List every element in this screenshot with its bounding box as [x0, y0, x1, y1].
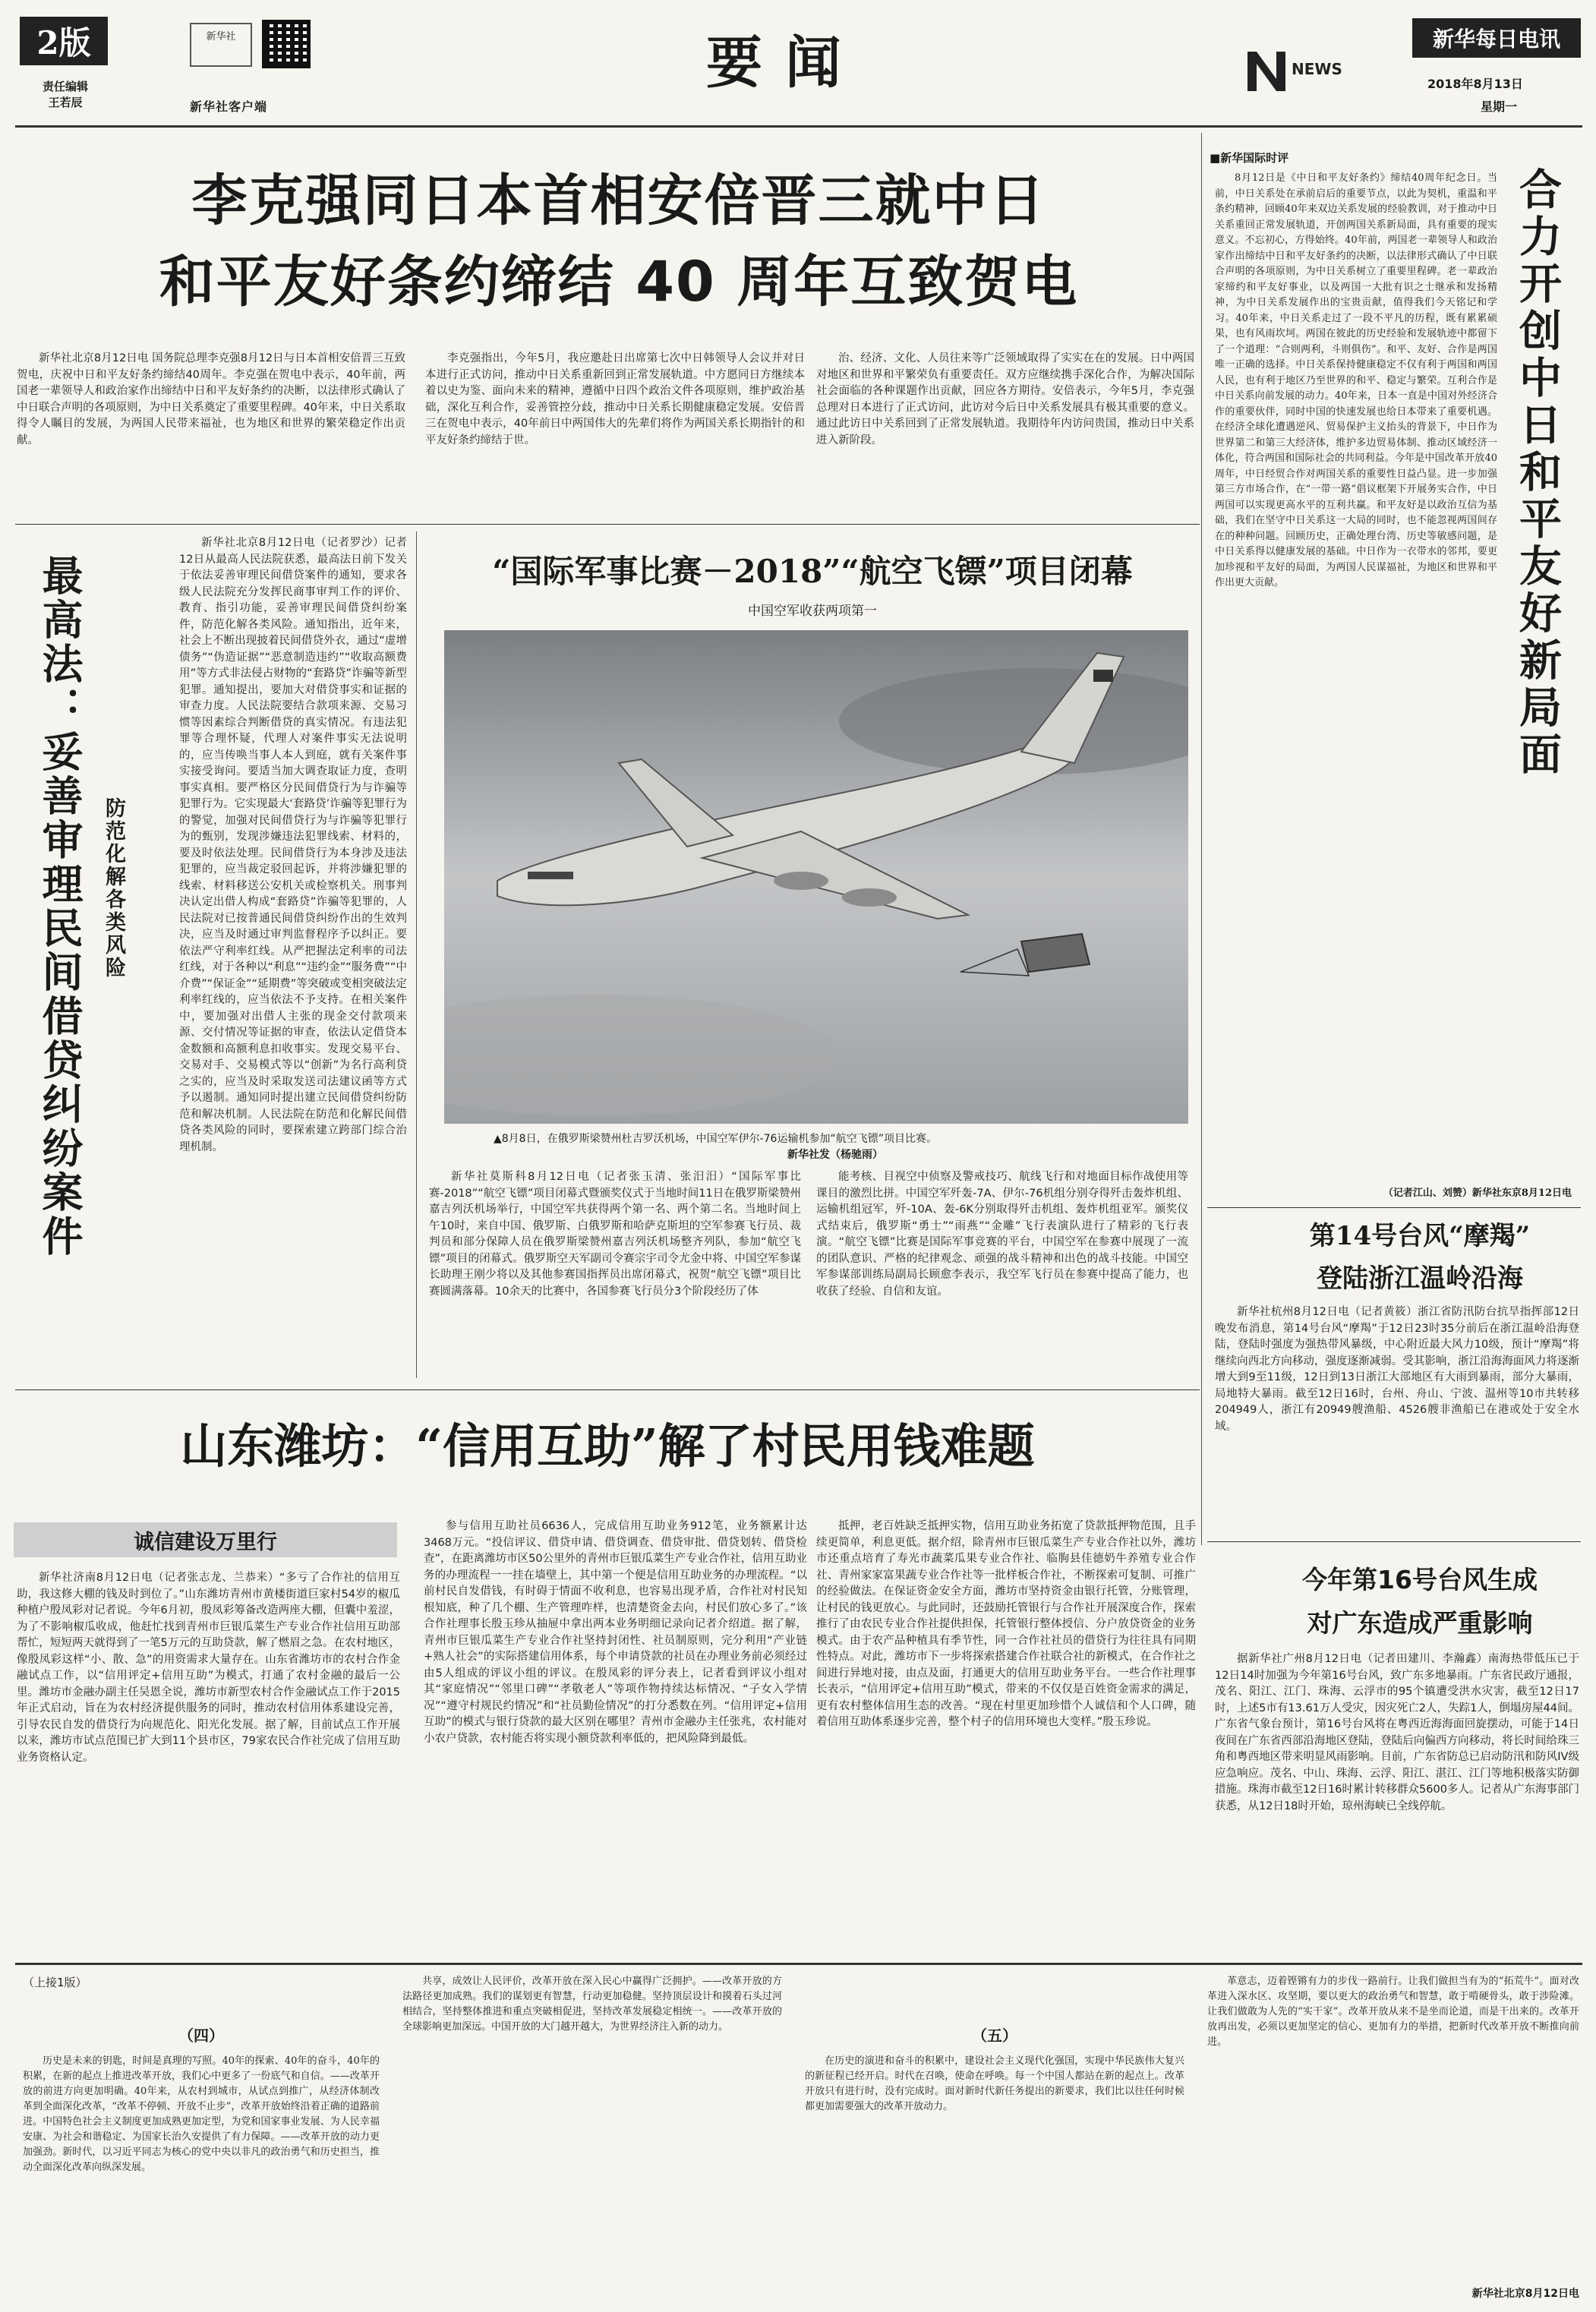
xinhua-logo-text: 新华社 — [206, 31, 236, 43]
editor-role: 责任编辑 — [42, 80, 88, 93]
paper-title: 新华每日电讯 — [1412, 18, 1581, 58]
lead-col-3-text: 治、经济、文化、人员往来等广泛领域取得了实实在在的发展。日中两国对地区和世界和平繁荣负有重要责任。双方应继续携手深化合作，为解决国际社会面临的各种课题作出贡献，回应各方期待。安倍表示，今年5月，李克强总理对日本进行了正式访问，此访对今后日中关系发展具有极其重要的意义。通过此访日中关系回到了正常发展轨道。我期待年内访问贵国，推动日中关系进入新阶段。 — [816, 352, 1194, 446]
typhoon14-bottom-rule — [1207, 1541, 1581, 1542]
military-col-2 — [816, 1169, 1188, 1386]
news-logo-icon — [1241, 44, 1355, 97]
section-5-text2-body: 革意志，迈着铿锵有力的步伐一路前行。让我们做担当有为的“拓荒牛”。面对改革进入深水区、攻坚期，要以更大的政治勇气和智慧，敢于啃硬骨头，敢于涉险滩。让我们做敢为人先的“实干家”。改革开放从来不是坐而论道，而是干出来的。改革开放再出发，必须以更加坚定的信心、更加有力的举措，把新时代改革开放不断推向前进。 — [1207, 1976, 1579, 2048]
lead-headline-line2: 和平友好条约缔结 40 周年互致贺电 — [159, 250, 1079, 314]
shandong-col-3-text: 抵押，老百姓缺乏抵押实物，信用互助业务拓宽了贷款抵押物范围，且手续更简单，利息更低。据介绍，除青州市巨银瓜菜生产专业合作社以外，潍坊市还重点培育了寿光市蔬菜瓜果专业合作社、临朐县佳德奶牛养殖专业合作社、青州家家富果蔬专业合作社等一批样板合作社，不断探索可复制、可推广的经验做法。在保证资金安全方面，潍坊市坚持资金由银行托管，分账管理，让村民的钱更放心。与此同时，还鼓励托管银行与合作社开展深度合作，探索推行了由农民专业合作社提供担保，托管银行整体授信、分户放贷资金的业务模式。由于农产品种植具有季节性，同一合作社社员的借贷行为往往具有同期性特点。对此，潍坊市下一步将探索搭建合作社联合社的新模式，在合作社之间进行异地对接，由点及面，打通更大的信用互助业务平台。一些合作社理事长表示，“信用评定+信用互助”模式，带来的不仅仅是百姓资金需求的满足，更有农村整体信用生态的改善。“现在村里更加珍惜个人诚信和个人口碑，随着信用互助体系逐步完善，整个村子的信用环境也大变样。”殷玉珍说。 — [816, 1520, 1196, 1728]
photo-credit: 新华社发（杨驰雨） — [787, 1149, 883, 1161]
typhoon16-title-1: 今年第16号台风生成 — [1302, 1565, 1538, 1594]
shandong-col-1-text: 新华社济南8月12日电（记者张志龙、兰恭来）“多亏了合作社的信用互助，我这修大棚的钱及时到位了。”山东潍坊青州市黄楼街道巨家村54岁的椒瓜种植户殷凤彩对记者说。今年6月初，殷凤彩筹备改造两座大棚，但囊中羞涩，为了不影响椒瓜收成，他赶忙找到青州市巨银瓜菜生产专业合作社信用互助部帮忙，短短两天就得到了一笔5万元的互助贷款，解了燃眉之急。在农村地区，像殷凤彩这样“小、散、急”的用资需求大量存在。山东省潍坊市的农村合作金融试点工作，以“信用评定+信用互助”为模式，打通了农村金融的最后一公里。潍坊市金融办副主任吴恩全说，潍坊市新型农村合作金融试点工作于2015年正式启动，旨在为农村经济提供服务的同时，推动农村信用体系建设完善，引导农民自发的借贷行为向规范化、阳光化发展。据了解，目前试点工作开展以来，潍坊市试点范围已扩大到11个县市区，79家农民合作社完成了信用互助业务资格认定。 — [17, 1572, 400, 1764]
lead-col-2 — [425, 351, 805, 510]
section-5-text — [805, 2054, 1184, 2293]
section-4-text-body: 历史是未来的钥匙，时间是真理的写照。40年的探索、40年的奋斗，40年的积累，在新的起点上推进改革开放，我们心中更多了一份底气和自信。——改革开放的前进方向更加明确。40年来，从农村到城市，从试点到推广，从经济体制改革到全面深化改革，“改革不停顿、开放不止步”，改革开放始终沿着正确的道路前进。中国特色社会主义制度更加成熟更加定型，为党和国家事业发展、为人民幸福安康、为社会和谐稳定、为国家长治久安提供了有力保障。——改革开放的动力更加强劲。新时代，以习近平同志为核心的党中央以非凡的政治勇气和历史担当，推动全面深化改革向纵深发展。 — [23, 2055, 380, 2173]
client-label: 新华社客户端 — [190, 99, 268, 114]
commentary-byline: （记者江山、刘赞）新华社东京8月12日电 — [1383, 1188, 1572, 1199]
lead-headline-line1: 李克强同日本首相安倍晋三就中日 — [191, 169, 1046, 233]
typhoon16-title-2: 对广东造成严重影响 — [1307, 1608, 1533, 1638]
court-vertical-subtitle: 防范化解各类风险 — [102, 797, 125, 979]
section-4-text — [23, 2054, 380, 2293]
editor-name: 王若辰 — [48, 96, 83, 109]
commentary-vertical-title: 合力开创中日和平友好新局面 — [1512, 167, 1563, 779]
shandong-top-rule — [15, 1389, 1200, 1390]
column-bar: 诚信建设万里行 — [14, 1522, 397, 1557]
section-4-text2-body: 共享，成效让人民评价，改革开放在深入民心中赢得广泛拥护。——改革开放的方法路径更加成熟。我们的谋划更有智慧，行动更加稳健。坚持顶层设计和摸着石头过河相结合，坚持整体推进和重点突破相促进，坚持改革发展稳定相统一。——改革开放的全球影响更加深远。中国开放的大门越开越大，为世界经济注入新的动力。 — [402, 1976, 782, 2033]
shandong-col-1 — [17, 1570, 400, 1950]
typhoon16-body-text: 据新华社广州8月12日电（记者田建川、李瀚鑫）南海热带低压已于12日14时加强为今年第16号台风，致广东多地暴雨。广东省民政厅通报，茂名、阳江、江门、珠海、云浮市的95个镇遭受洪水灾害，截至12日17时，上述5市有13.61万人受灾，因灾死亡2人，失踪1人，倒塌房屋44间。广东省气象台预计，第16号台风将在粤西近海海面回旋摆动，可能于14日夜间在广东省西部沿海地区登陆，登陆后向偏西方向移动，将长时间给珠三角和粤西地区带来明显风雨影响。目前，广东省防总已启动防汛和防风IV级应急响应。茂名、中山、珠海、云浮、阳江、湛江、江门等地积极落实防御措施。珠海市截至12日16时累计转移群众5600多人。记者从广东海事部门获悉，从12日18时开始，琼州海峡已全线停航。 — [1215, 1653, 1579, 1812]
court-body — [179, 535, 407, 1557]
shandong-col-2 — [424, 1519, 807, 1951]
commentary-body — [1215, 171, 1497, 1181]
commentary-body-text: 8月12日是《中日和平友好条约》缔结40周年纪念日。当前，中日关系处在承前启后的重要节点，以此为契机，重温和平条约精神，回顾40年来双边关系发展的经验教训，对于推动中日关系重回正常发展轨道，开创两国关系新局面，具有重要的现实意义。不忘初心，方得始终。40年前，两国老一辈领导人和政治家作出缔结中日和平友好条约的决断，以法律形式确认了中日联合声明的各项原则，为中日关系树立了重要里程碑。老一辈政治家缔约和平友好事业，以及两国一大批有识之士继承和发扬精神，为中日关系发展作出的宝贵贡献，值得我们今天铭记和学习。40年来，中日关系走过了一段不平凡的历程，既有累累硕果，也有风雨坎坷。两国在彼此的历史经验和发展轨迹中都留下了一个道理：“合则两利，斗则俱伤”。和平、友好、合作是两国唯一正确的选择。中日关系保持健康稳定不仅有利于两国和两国人民，也有利于地区乃至世界的和平、稳定与繁荣。互利合作是中日关系向前发展的动力。40年来，日本一直是中国对外经济合作的重要伙伴，同时中国的快速发展也给日本带来了重要机遇。在经济全球化遭遇逆风、贸易保护主义抬头的背景下，中日作为世界第二和第三大经济体，维护多边贸易体制、推动区域经济一体化，符合两国和国际社会的共同利益。今年是中国改革开放40周年，中日经贸合作对两国关系的重要性日益凸显。进一步加强第三方市场合作，在“一带一路”倡议框架下开展务实合作，中日两国可以实现更高水平的互利共赢。和平友好是以政治互信为基础，我们在坚守中日关系这一大局的同时，也不能忽视两国间存在的种种问题。回顾历史，正确处理台湾、历史等敏感问题，是中日关系得以健康发展的基础。中日作为一衣带水的邻邦，要更加珍视和平友好的局面，为两国人民谋福祉，为地区和世界和平作出更大贡献。 — [1215, 172, 1497, 588]
masthead-rule — [15, 125, 1582, 128]
typhoon14-body — [1215, 1304, 1579, 1532]
lead-col-1 — [17, 351, 405, 510]
photo-caption-text: ▲8月8日，在俄罗斯梁赞州杜吉罗沃机场，中国空军伊尔-76运输机参加“航空飞镖”项目比赛。 — [494, 1133, 937, 1145]
section-5-text-2 — [1207, 1974, 1579, 2278]
section-5-title: （五） — [972, 2027, 1017, 2045]
section-4-title: （四） — [178, 2027, 224, 2045]
page-number-box — [20, 17, 108, 65]
typhoon14-title-1: 第14号台风“摩羯” — [1309, 1221, 1531, 1251]
lead-col-1-text: 新华社北京8月12日电 国务院总理李克强8月12日与日本首相安倍晋三互致贺电，庆祝中日和平友好条约缔结40周年。李克强在贺电中表示，40年前，两国老一辈领导人和政治家作出缔结中日和平友好条约的决断，以法律形式确认了中日联合声明的各项原则，为中日关系奠定了重要里程碑。40年来，中日关系取得令人瞩目的发展，为两国人民带来福祉，也为地区和世界的繁荣稳定作出贡献。 — [17, 352, 405, 446]
court-body-text: 新华社北京8月12日电（记者罗沙）记者12日从最高人民法院获悉，最高法日前下发关于依法妥善审理民间借贷案件的通知，要求各级人民法院充分发挥民商事审判工作的评价、教育、指引功能，妥善审理民间借贷纠纷案件，防范化解各类风险。通知指出，近年来，社会上不断出现披着民间借贷外衣，通过“虚增债务”“伪造证据”“恶意制造违约”“收取高额费用”等方式非法侵占财物的“套路贷”诈骗等新型犯罪。通知提出，要加大对借贷事实和证据的审查力度。人民法院要结合款项来源、交易习惯等因素综合判断借贷的真实情况。有违法犯罪等合理怀疑，代理人对案件事实无法说明的，应当传唤当事人本人到庭，就有关案件事实接受询问。要适当加大调查取证力度，查明事实真相。要严格区分民间借贷行为与诈骗等犯罪行为。它实现最大‘套路贷’诈骗等犯罪行为的警觉，加强对民间借贷行为与诈骗等犯罪行为的甄别，发现涉嫌违法犯罪线索、材料的，要及时依法处理。民间借贷行为本身涉及违法犯罪的，应当裁定驳回起诉，并将涉嫌犯罪的线索、材料移送公安机关或检察机关。刑事判决认定出借人构成“套路贷”诈骗等犯罪的，人民法院对已按普通民间借贷纠纷作出的生效判决，应当及时通过审判监督程序予以纠正。要依法严守利率红线。从严把握法定利率的司法红线，对于各种以“利息”“违约金”“服务费”“中介费”“保证金”“延期费”等突破或变相突破法定利率红线的，应当依法不予支持。在相关案件中，要加强对出借人主张的现金交付款项来源、交付情况等证据的审查，依法认定借贷本金数额和高额利息扣收事实。发现交易平台、交易对手、交易模式等以“创新”为名行高利贷之实的，应当及时采取发送司法建议函等方式予以遏制。通知同时提出建立民间借贷纠纷防范和解决机制。人民法院在防范和化解民间借贷各类风险的同时，要探索建立跨部门综合治理机制。 — [179, 537, 407, 1153]
typhoon14-title-2: 登陆浙江温岭沿海 — [1317, 1263, 1523, 1294]
commentary-divider — [1201, 133, 1202, 1545]
continued-note: （上接1版） — [23, 1976, 87, 1989]
court-vertical-title: 最高法：妥善审理民间借贷纠纷案件 — [36, 554, 84, 1259]
commentary-bottom-rule — [1207, 1207, 1581, 1208]
shandong-title: 山东潍坊：“信用互助”解了村民用钱难题 — [180, 1418, 1035, 1474]
page-number: 2版 — [36, 24, 91, 62]
aircraft-photo — [444, 630, 1188, 1124]
military-photo-caption — [494, 1131, 1177, 1163]
section-title: 要闻 — [706, 30, 864, 96]
court-divider — [416, 531, 417, 1378]
lead-col-2-text: 李克强指出，今年5月，我应邀赴日出席第七次中日韩领导人会议并对日本进行正式访问，推动中日关系重新回到正常发展轨道。中方愿同日方继续本着以史为鉴、面向未来的精神，遵循中日四个政治文件各项原则，维护政治基础，深化互利合作，妥善管控分歧，推动中日关系长期健康稳定发展。安倍晋三在贺电中表示，40年前日中两国伟大的先辈们将作为两国关系长期指针的和平友好条约缔结于世。 — [425, 352, 805, 446]
editor-credit — [20, 79, 111, 111]
military-subtitle: 中国空军收获两项第一 — [748, 604, 877, 619]
military-col-1 — [429, 1169, 801, 1386]
qr-code-icon[interactable] — [262, 20, 311, 68]
lead-bottom-rule — [15, 524, 1200, 525]
bottom-byline: 新华社北京8月12日电 — [1471, 2288, 1579, 2300]
shandong-col-3 — [816, 1519, 1196, 1951]
lead-col-3 — [816, 351, 1194, 510]
issue-weekday: 星期一 — [1481, 99, 1518, 114]
issue-date: 2018年8月13日 — [1427, 77, 1523, 91]
shandong-col-2-text: 参与信用互助社员6636人，完成信用互助业务912笔，业务额累计达3468万元。“投信评议、借贷申请、借贷调查、借贷审批、借贷划转、借贷检查”，在距离潍坊市区50公里外的青州市巨银瓜菜生产专业合作社，信用互助业务的办理流程一一挂在墙壁上，其中第一个便是信用互助业务的办理流程。“以前村民自发借钱，有时碍于情面不收利息，也容易出现矛盾，合作社对村民知根知底，种了几个棚、生产管理咋样，也清楚资金去向，村民们放心多了。”该合作社理事长殷玉珍从抽屉中拿出两本业务明细记录向记者介绍道。据了解，青州市巨银瓜菜生产专业合作社坚持封闭性、社员制原则，完分利用“产业链+熟人社会”的实际搭建信用体系，每个申请贷款的社员在办理业务前必须经过由5人组成的评议小组的评议。在殷凤彩的评分表上，记者看到评议小组对其“家庭情况”“邻里口碑”“孝敬老人”等项作物持续达标情况、“子女入学情况”“遵守村规民约情况”和“社员勤俭情况”的打分悉数在列。“信用评定+信用互助”的模式与银行贷款的最大区别在哪里？青州市金融办主任张兆，农村能对小农户贷款，农村能否将实现小额贷款利率低的，把风险降到最低。 — [424, 1520, 807, 1745]
military-title: “国际军事比赛－2018”“航空飞镖”项目闭幕 — [492, 553, 1133, 590]
section-5-text-body: 在历史的演进和奋斗的积累中，建设社会主义现代化强国，实现中华民族伟大复兴的新征程已经开启。时代在召唤，使命在呼唤。每一个中国人都站在新的起点上。改革开放只有进行时，没有完成时。面对新时代新任务提出的新要求，我们比以往任何时候都更加需要强大的改革开放动力。 — [805, 2055, 1184, 2112]
bottom-band-rule — [15, 1963, 1582, 1965]
section-4-text-2 — [402, 1974, 782, 2293]
commentary-label: ■新华国际时评 — [1210, 151, 1289, 165]
military-col-2-text: 能考核、目视空中侦察及警戒技巧、航线飞行和对地面目标作战使用等课目的激烈比拼。中国空军歼轰-7A、伊尔-76机组分别夺得歼击轰炸机组、运输机组冠军，歼-10A、轰-6K分别取得歼击机组、轰炸机组亚军。颁奖仪式结束后，俄罗斯“勇士”“雨燕”“金雕”飞行表演队进行了精彩的飞行表演。“航空飞镖”比赛是国际军事竞赛的平台，中国空军在参赛中展现了一流的团队意识、严格的纪律观念、顽强的战斗精神和出色的战斗技能。中国空军参谋部训练局副局长顾愈李表示，我空军飞行员在参赛中提高了能力，也收获了经验、自信和友谊。 — [816, 1171, 1188, 1298]
typhoon14-body-text: 新华社杭州8月12日电（记者黄筱）浙江省防汛防台抗旱指挥部12日晚发布消息，第14号台风“摩羯”于12日23时35分前后在浙江温岭沿海登陆，登陆时强度为强热带风暴级，中心附近最大风力10级，预计“摩羯”将继续向西北方向移动，强度逐渐减弱。受其影响，浙江沿海海面风力将逐渐增大到9至11级，12日到13日浙江大部地区有大雨到暴雨，部分大暴雨，局地特大暴雨。截至12日16时，台州、舟山、宁波、温州等10市共转移204949人，浙江有20949艘渔船、4526艘非渔船已在港或处于安全水域。 — [1215, 1306, 1579, 1433]
typhoon16-body — [1215, 1651, 1579, 1955]
xinhua-logo — [190, 23, 252, 67]
news-logo-text: NEWS — [1292, 60, 1342, 78]
military-col-1-text: 新华社莫斯科8月12日电（记者张玉清、张汨汨）“国际军事比赛-2018”“航空飞镖”项目闭幕式暨颁奖仪式于当地时间11日在俄罗斯梁赞州嘉吉列沃机场举行，中国空军共获得两个第一名、两个第二名。当地时间上午10时，来自中国、俄罗斯、白俄罗斯和哈萨克斯坦的空军参赛飞行员、裁判员和部分保障人员在俄罗斯梁赞州嘉吉列沃机场整齐列队，参加“航空飞镖”项目的闭幕式。俄罗斯空天军副司令赛宗宇司令尤金中将、中国空军参谋长助理王刚少将以及其他参赛国指挥员出席闭幕式，祝贺“航空飞镖”项目比赛圆满落幕。10余天的比赛中，各国参赛飞行员分3个阶段经历了体 — [429, 1171, 801, 1298]
